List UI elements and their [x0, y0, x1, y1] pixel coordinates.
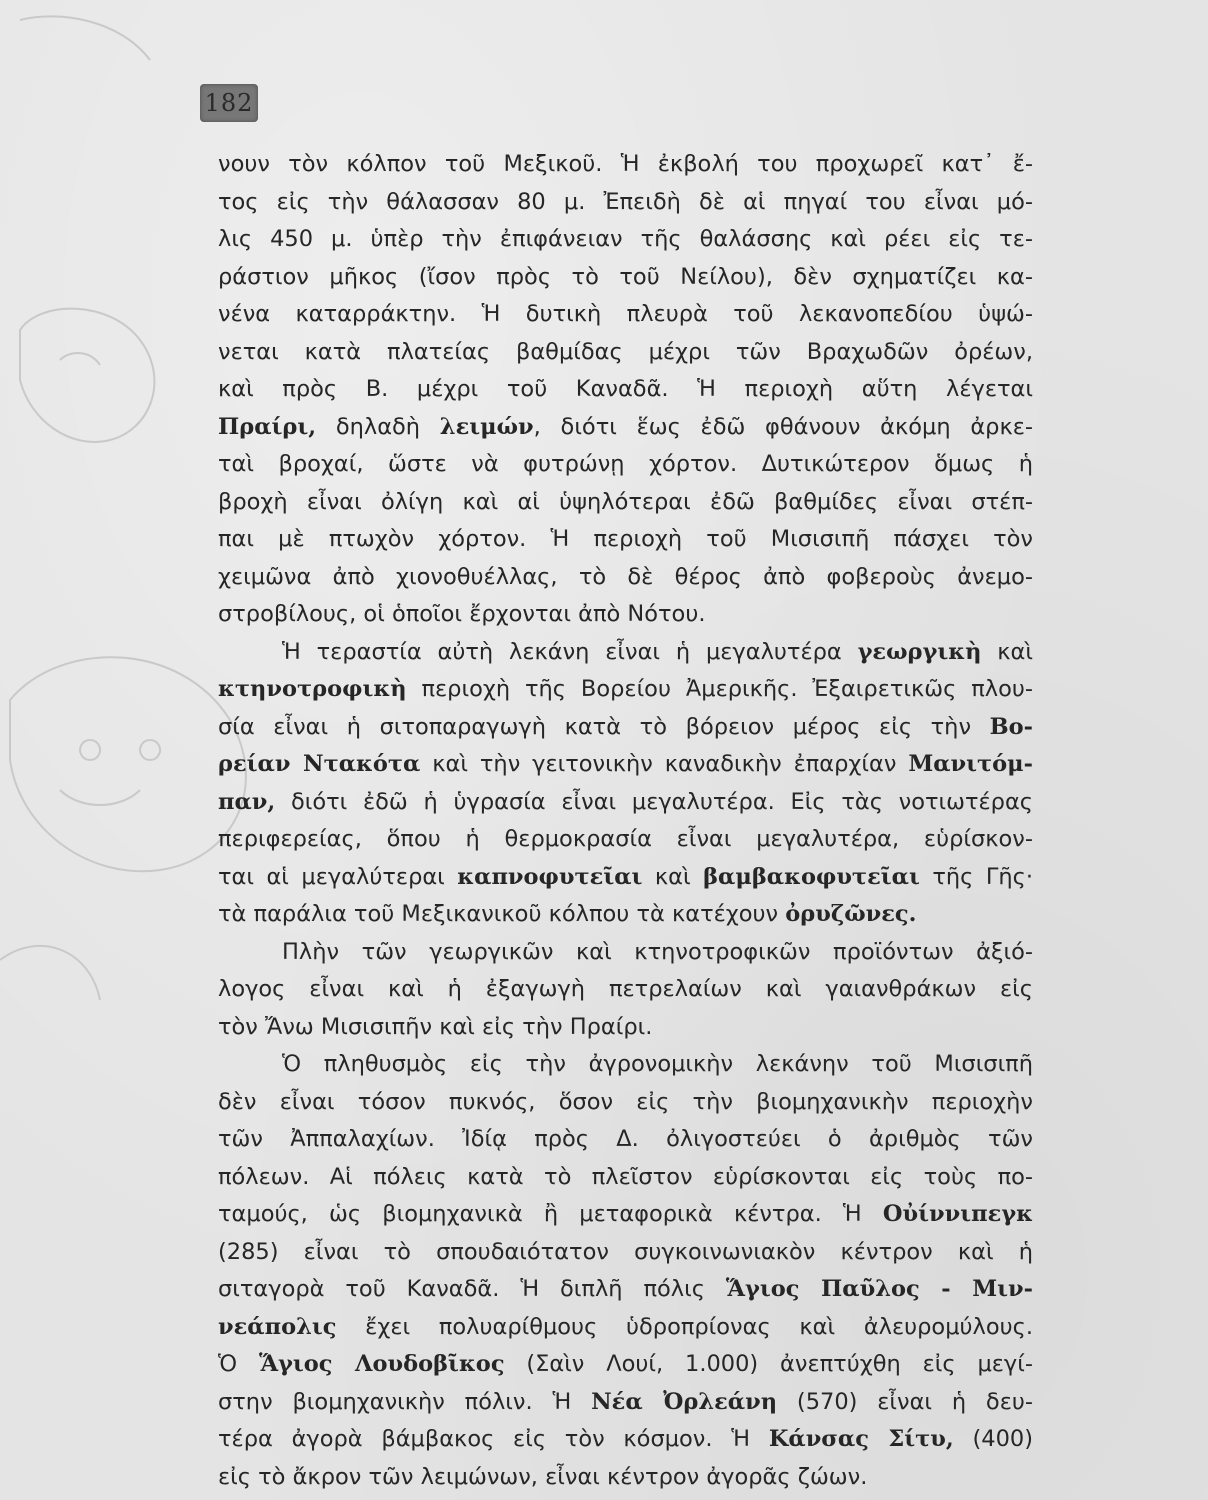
text-run: ἔχει πολυαρίθμους ὑδροπρίονας καὶ ἀλευρομύλους.: [336, 1313, 1033, 1340]
text-line: [218, 184, 1033, 222]
text-line: [218, 821, 1033, 859]
text-run: σία εἶναι ἡ σιτοπαραγωγὴ κατὰ τὸ βόρειον μέρος εἰς τὴν: [218, 713, 990, 740]
text-line: [218, 1271, 1033, 1309]
bold-term: Βο-: [989, 713, 1033, 740]
text-run: Ἡ τεραστία αὐτὴ λεκάνη εἶναι ἡ μεγαλυτέρα: [282, 638, 858, 665]
text-line: [218, 596, 1033, 634]
text-line: [218, 146, 1033, 184]
text-run: καὶ τὴν γειτονικὴν καναδικὴν ἐπαρχίαν: [420, 751, 909, 777]
bold-term: Πραίρι,: [218, 413, 317, 440]
text-line: [218, 1459, 1033, 1497]
text-run: τέρα ἀγορὰ βάμβακος εἰς τὸν κόσμον. Ἡ: [218, 1426, 769, 1452]
text-line: [218, 1159, 1033, 1197]
page-number-badge: [200, 84, 258, 122]
text-line: [218, 559, 1033, 597]
text-line: [218, 1384, 1033, 1422]
text-run: τὰ παράλια τοῦ Μεξικανικοῦ κόλπου τὰ κατέχουν: [218, 901, 786, 927]
text-run: ταὶ βροχαί, ὥστε νὰ φυτρώνῃ χόρτον. Δυτικώτερον ὅμως ἡ: [218, 451, 1033, 477]
bold-term: γεωργικὴ: [857, 638, 982, 665]
text-run: τὸν Ἄνω Μισισιπῆν καὶ εἰς τὴν Πραίρι.: [218, 1013, 653, 1040]
bold-term: Κάνσας Σίτυ,: [768, 1426, 954, 1452]
text-line: [218, 1046, 1033, 1084]
text-run: Ὁ: [218, 1351, 259, 1377]
text-line: [218, 521, 1033, 559]
text-line: [218, 1309, 1033, 1347]
text-line: [218, 784, 1033, 822]
text-run: περιοχὴ τῆς Βορείου Ἀμερικῆς. Ἐξαιρετικῶς πλου-: [406, 676, 1033, 702]
body-text: [218, 146, 1033, 1496]
text-line: [218, 671, 1033, 709]
text-run: (285) εἶναι τὸ σπουδαιότατον συγκοινωνιακὸν κέντρον καὶ ἡ: [218, 1238, 1033, 1265]
text-line: [218, 409, 1033, 447]
text-run: λις 450 μ. ὑπὲρ τὴν ἐπιφάνειαν τῆς θαλάσσης καὶ ρέει εἰς τε-: [218, 226, 1033, 252]
bold-term: καπνοφυτεῖαι: [457, 863, 643, 890]
text-line: [218, 334, 1033, 372]
text-line: [218, 371, 1033, 409]
text-line: [218, 484, 1033, 522]
text-line: [218, 259, 1033, 297]
text-run: σιταγορὰ τοῦ Καναδᾶ. Ἡ διπλῆ πόλις: [218, 1276, 726, 1302]
text-run: λογος εἶναι καὶ ἡ ἐξαγωγὴ πετρελαίων καὶ γαιανθράκων εἰς: [218, 976, 1033, 1002]
page-number: 182: [204, 89, 254, 117]
text-run: νουν τὸν κόλπον τοῦ Μεξικοῦ. Ἡ ἐκβολή του προχωρεῖ κατ᾽ ἔ-: [218, 151, 1033, 177]
text-run: τῆς Γῆς·: [919, 863, 1033, 890]
bold-term: Ἅγιος Παῦλος - Μιν-: [725, 1276, 1033, 1302]
text-run: στροβίλους, οἱ ὁποῖοι ἔρχονται ἀπὸ Νότου.: [218, 601, 706, 627]
text-run: καὶ: [981, 638, 1034, 665]
text-line: [218, 221, 1033, 259]
text-run: βροχὴ εἶναι ὀλίγη καὶ αἱ ὑψηλότεραι ἐδῶ βαθμίδες εἶναι στέπ-: [218, 488, 1033, 515]
text-run: διότι ἐδῶ ἡ ὑγρασία εἶναι μεγαλυτέρα. Εἰς τὰς νοτιωτέρας: [275, 788, 1033, 815]
bold-term: ρείαν Ντακότα: [218, 751, 421, 777]
bold-term: Ἅγιος Λουδοβῖκος: [258, 1351, 505, 1377]
text-run: τος εἰς τὴν θάλασσαν 80 μ. Ἐπειδὴ δὲ αἱ πηγαί του εἶναι μό-: [218, 188, 1033, 215]
text-run: καὶ πρὸς Β. μέχρι τοῦ Καναδᾶ. Ἡ περιοχὴ αὕτη λέγεται: [218, 376, 1033, 402]
text-run: παι μὲ πτωχὸν χόρτον. Ἡ περιοχὴ τοῦ Μισισιπῆ πάσχει τὸν: [218, 526, 1033, 552]
bold-term: Οὐίννιπεγκ: [882, 1201, 1033, 1227]
text-run: Ὁ πληθυσμὸς εἰς τὴν ἀγρονομικὴν λεκάνην τοῦ Μισισιπῆ: [282, 1051, 1033, 1077]
text-line: [218, 446, 1033, 484]
text-line: [218, 1421, 1033, 1459]
text-run: στην βιομηχανικὴν πόλιν. Ἡ: [218, 1388, 592, 1415]
text-line: [218, 1121, 1033, 1159]
text-run: καὶ: [642, 863, 704, 890]
text-line: [218, 1346, 1033, 1384]
text-line: [218, 296, 1033, 334]
text-line: [218, 709, 1033, 747]
text-run: νεται κατὰ πλατείας βαθμίδας μέχρι τῶν Βραχωδῶν ὀρέων,: [218, 338, 1033, 365]
text-run: περιφερείας, ὅπου ἡ θερμοκρασία εἶναι μεγαλυτέρα, εὑρίσκον-: [218, 826, 1033, 852]
text-run: ται αἱ μεγαλύτεραι: [218, 863, 458, 890]
text-run: (570) εἶναι ἡ δευ-: [777, 1388, 1033, 1415]
text-run: εἰς τὸ ἄκρον τῶν λειμώνων, εἶναι κέντρον ἀγορᾶς ζώων.: [218, 1463, 868, 1490]
text-run: Πλὴν τῶν γεωργικῶν καὶ κτηνοτροφικῶν προϊόντων ἀξιό-: [282, 938, 1033, 965]
bold-term: κτηνοτροφικὴ: [218, 676, 407, 702]
text-line: [218, 896, 1033, 934]
bold-term: βαμβακοφυτεῖαι: [703, 863, 920, 890]
text-line: [218, 971, 1033, 1009]
bold-term: Νέα Ὀρλεάνη: [591, 1388, 778, 1415]
text-line: [218, 934, 1033, 972]
text-run: δηλαδὴ: [316, 413, 440, 440]
bold-term: νεάπολις: [218, 1313, 337, 1340]
text-run: πόλεων. Αἱ πόλεις κατὰ τὸ πλεῖστον εὑρίσκονται εἰς τοὺς πο-: [218, 1163, 1033, 1190]
bold-term: παν,: [218, 788, 276, 815]
text-run: ράστιον μῆκος (ἴσον πρὸς τὸ τοῦ Νείλου), δὲν σχηματίζει κα-: [218, 263, 1033, 290]
text-line: [218, 1084, 1033, 1122]
text-run: (400): [953, 1426, 1033, 1452]
text-run: δὲν εἶναι τόσον πυκνός, ὅσον εἰς τὴν βιομηχανικὴν περιοχὴν: [218, 1088, 1033, 1115]
text-line: [218, 859, 1033, 897]
text-run: χειμῶνα ἀπὸ χιονοθυέλλας, τὸ δὲ θέρος ἀπὸ φοβεροὺς ἀνεμο-: [218, 563, 1033, 590]
text-run: νένα καταρράκτην. Ἡ δυτικὴ πλευρὰ τοῦ λεκανοπεδίου ὑψώ-: [218, 301, 1033, 327]
text-run: ταμούς, ὡς βιομηχανικὰ ἢ μεταφορικὰ κέντρα. Ἡ: [218, 1201, 883, 1227]
text-run: (Σαὶν Λουί, 1.000) ἀνεπτύχθη εἰς μεγί-: [504, 1351, 1033, 1377]
text-line: [218, 1009, 1033, 1047]
text-line: [218, 746, 1033, 784]
bold-term: Μανιτόμ-: [908, 751, 1033, 777]
bold-term: λειμών: [439, 413, 534, 440]
text-line: [218, 1196, 1033, 1234]
text-line: [218, 1234, 1033, 1272]
text-run: , διότι ἕως ἐδῶ φθάνουν ἀκόμη ἀρκε-: [533, 413, 1033, 440]
bold-term: ὀρυζῶνες.: [785, 901, 917, 927]
text-line: [218, 634, 1033, 672]
text-run: τῶν Ἀππαλαχίων. Ἰδίᾳ πρὸς Δ. ὀλιγοστεύει ὁ ἀριθμὸς τῶν: [218, 1126, 1033, 1152]
